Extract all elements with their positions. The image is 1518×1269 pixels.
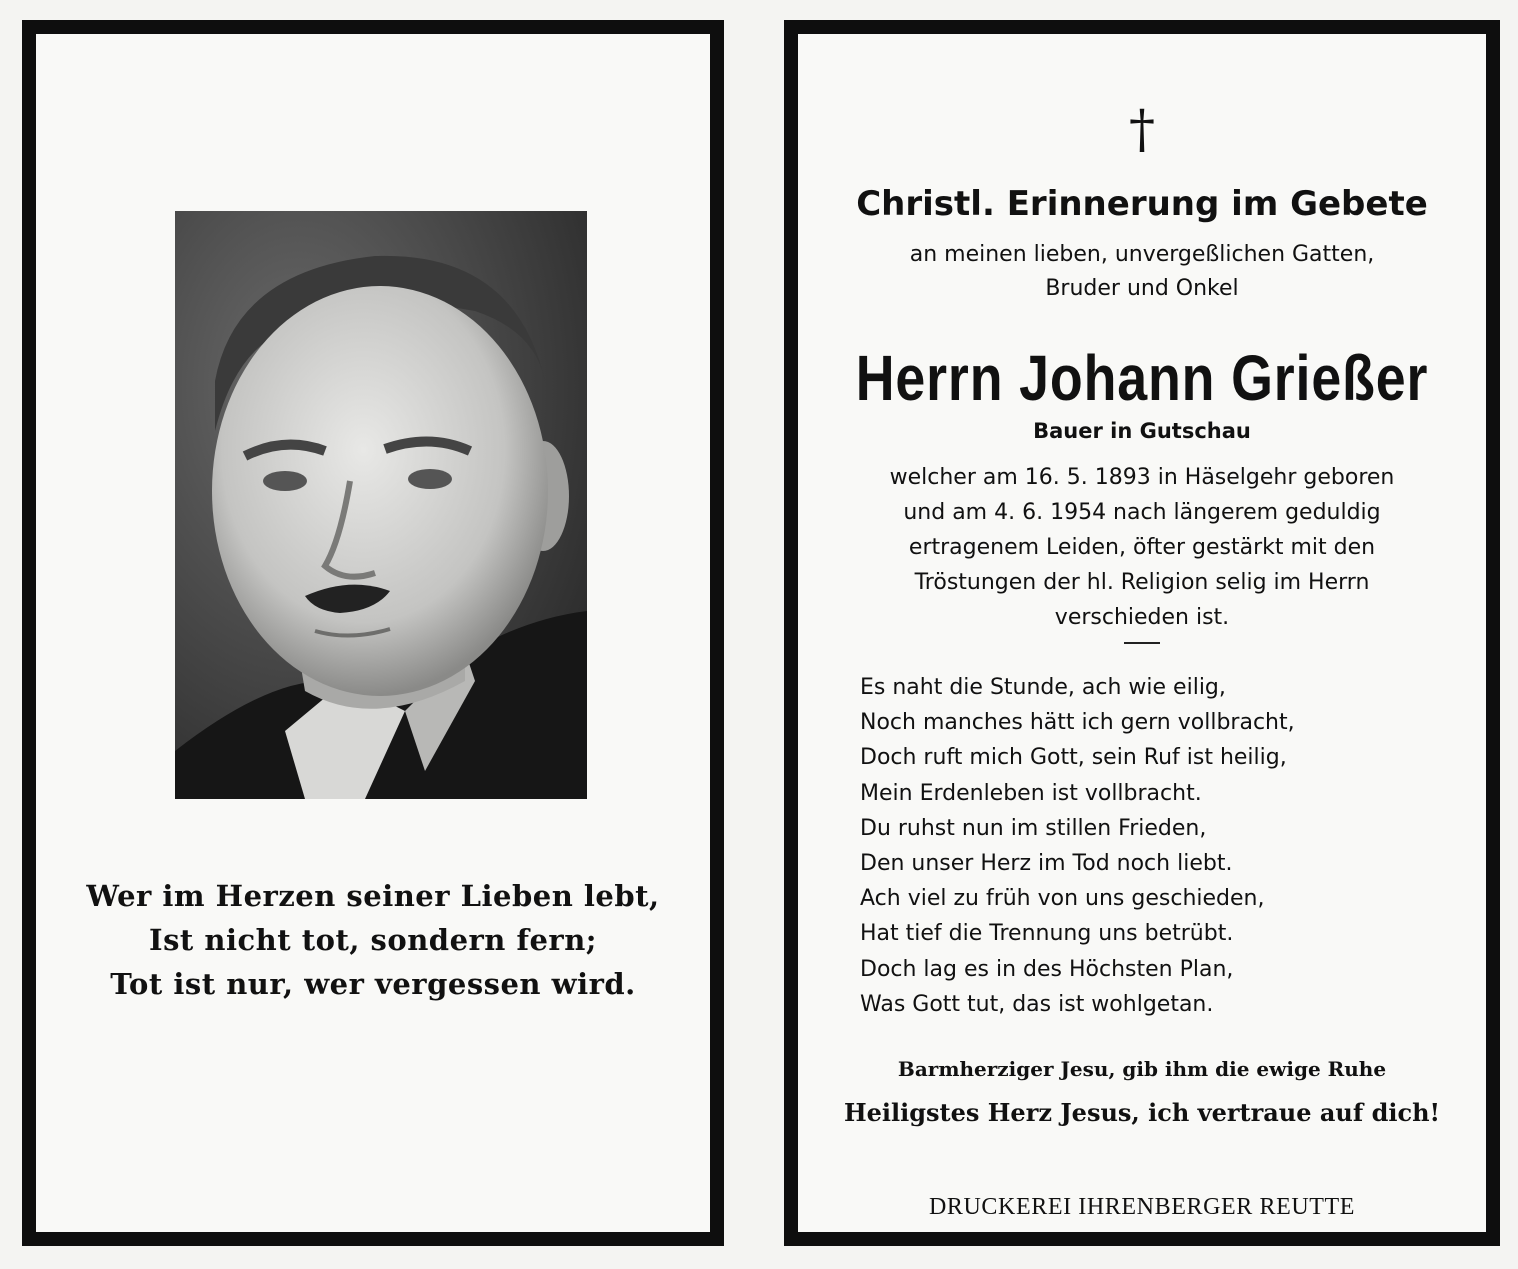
deceased-occupation: Bauer in Gutschau [1033, 419, 1251, 443]
poem-line: Ach viel zu früh von uns geschieden, [860, 886, 1265, 912]
printer-imprint: DRUCKEREI IHRENBERGER REUTTE [928, 1194, 1356, 1220]
bio-line: und am 4. 6. 1954 nach längerem geduldig [903, 500, 1381, 525]
portrait-photo [175, 211, 587, 799]
poem-line: Den unser Herz im Tod noch liebt. [860, 851, 1233, 877]
bio-line: verschieden ist. [1054, 605, 1230, 630]
bio-line: ertragenem Leiden, öfter gestärkt mit den [908, 535, 1376, 560]
poem-line: Du ruhst nun im stillen Frieden, [860, 815, 1207, 841]
motto-line: Ist nicht tot, sondern fern; [149, 923, 597, 957]
poem-line: Doch ruft mich Gott, sein Ruf ist heilig, [860, 745, 1287, 771]
right-card [784, 20, 1500, 1246]
bio-line: welcher am 16. 5. 1893 in Häselgehr geboren [889, 465, 1395, 490]
poem-line: Noch manches hätt ich gern vollbracht, [860, 710, 1295, 736]
motto-line: Wer im Herzen seiner Lieben lebt, [86, 879, 660, 913]
cross-icon: † [1129, 100, 1155, 160]
memorial-motto [36, 874, 710, 1006]
divider [1124, 642, 1160, 644]
dedication-line: an meinen lieben, unvergeßlichen Gatten, [909, 242, 1375, 267]
poem-line: Mein Erdenleben ist vollbracht. [860, 780, 1202, 806]
bio-line: Tröstungen der hl. Religion selig im Herrn [914, 570, 1370, 595]
prayer-line: Barmherziger Jesu, gib ihm die ewige Ruhe [897, 1057, 1387, 1081]
portrait-icon [175, 211, 587, 799]
deceased-name: Herrn Johann Grießer [855, 342, 1429, 414]
prayer-line: Heiligstes Herz Jesus, ich vertraue auf dich! [843, 1098, 1441, 1127]
poem-line: Es naht die Stunde, ach wie eilig, [860, 675, 1226, 700]
dedication-line: Bruder und Onkel [1045, 276, 1239, 301]
poem-line: Was Gott tut, das ist wohlgetan. [860, 991, 1214, 1017]
poem-line: Doch lag es in des Höchsten Plan, [860, 956, 1234, 982]
poem [860, 670, 1295, 1022]
poem-line: Hat tief die Trennung uns betrübt. [860, 921, 1234, 947]
card-heading: Christl. Erinnerung im Gebete [856, 184, 1428, 224]
biography [798, 460, 1486, 635]
left-card [22, 20, 724, 1246]
motto-line: Tot ist nur, wer vergessen wird. [110, 967, 636, 1001]
